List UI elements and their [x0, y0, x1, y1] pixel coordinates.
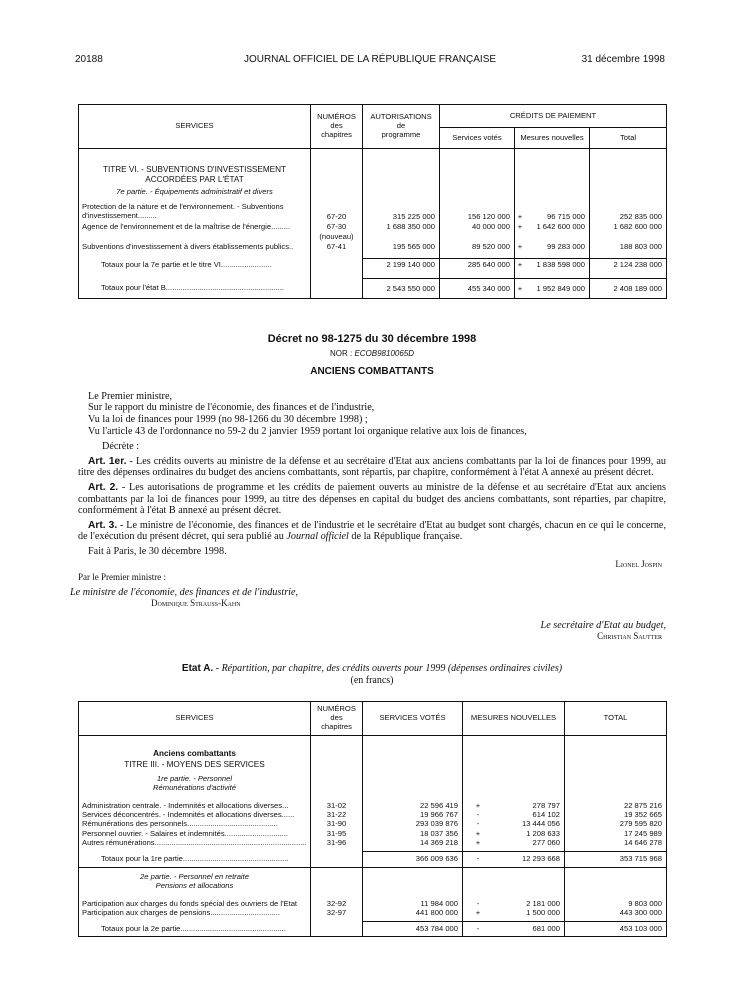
intro-line: Vu l'article 43 de l'ordonnance no 59-2 du 2 janvier 1959 portant loi organique relative aux lois de finances, — [88, 425, 527, 437]
table-row: Administration centrale. - Indemnités et allocations diverses... 31-02 22 596 419 + 278 797 22 875 216 — [79, 801, 667, 810]
table-row: Protection de la nature et de l'environnement. - Subventions d'investissement......... 67-20 315 225 000 156 120 000 + 96 715 000 252 835 000 — [79, 202, 667, 223]
col-services: SERVICES — [79, 702, 311, 736]
etat-a-caption: Etat A. - Répartition, par chapitre, des crédits ouverts pour 1999 (dépenses ordinaires civiles) (en francs) — [181, 663, 563, 686]
total-row: Totaux pour la 1re partie.................................................. 366 009 636 - 12 293 668 353 715 968 — [79, 852, 667, 868]
intro-line: Sur le rapport du ministre de l'économie, des finances et de l'industrie, — [88, 402, 375, 414]
page-number: 20188 — [75, 54, 103, 65]
col-services-votes: SERVICES VOTÉS — [363, 702, 463, 736]
credits-table-b — [78, 104, 667, 299]
table-row: Agence de l'environnement et de la maîtrise de l'énergie......... 67-30 (nouveau) 1 688 350 000 40 000 000 + 1 642 600 000 1 682 600 000 — [79, 222, 667, 241]
col-numeros: NUMÉROS des chapitres — [311, 702, 363, 736]
secretary-title: Le secrétaire d'Etat au budget, — [540, 619, 666, 631]
col-total: TOTAL — [565, 702, 667, 736]
article-2: Art. 2. - Les autorisations de programme et les crédits de paiement ouverts au ministre de la défense et au secrétaire d'Etat aux anciens combattants par la loi de finances pour 1999, au titre des dépenses en capital du budget des anciens combattants, sont réparties, par chapitre, conformément à l'état B annexé au présent décret. — [78, 481, 666, 517]
table-row: Participation aux charges du fonds spécial des ouvriers de l'Etat 32-92 11 984 000 - 2 181 000 9 803 000 — [79, 899, 667, 908]
signer-premier-ministre: Lionel Jospin — [615, 558, 662, 569]
table-row: Participation aux charges de pensions................................. 32-97 441 800 000 + 1 500 000 443 300 000 — [79, 908, 667, 921]
decree-title: Décret no 98-1275 du 30 décembre 1998 — [267, 333, 477, 345]
table-row: Subventions d'investissement à divers établissements publics.. 67-41 195 565 000 89 520 000 + 99 283 000 188 803 000 — [79, 241, 667, 259]
titre-vi: TITRE VI. - SUBVENTIONS D'INVESTISSEMENT ACCORDÉES PAR L'ÉTAT — [79, 149, 311, 185]
secretary-name: Christian Sautter — [597, 631, 662, 642]
decree-nor: NOR : ECOB9810065D — [329, 348, 415, 358]
col-credits: CRÉDITS DE PAIEMENT — [440, 105, 667, 128]
journal-title: JOURNAL OFFICIEL DE LA RÉPUBLIQUE FRANÇAISE — [243, 54, 497, 65]
fait-a: Fait à Paris, le 30 décembre 1998. — [88, 545, 227, 557]
table-row: Autres rémunérations........................................................................ 31-96 14 369 218 + 277 060 14 646 278 — [79, 838, 667, 851]
decree-section: ANCIENS COMBATTANTS — [310, 366, 434, 378]
minister-title: Le ministre de l'économie, des finances et de l'industrie, — [70, 586, 299, 598]
minister-name: Dominique Strauss-Kahn — [151, 598, 241, 609]
col-numeros: NUMÉROS des chapitres — [311, 105, 363, 149]
total-row: Totaux pour la 7e partie et le titre VI........................ 2 199 140 000 285 640 000 + 1 838 598 000 2 124 238 000 — [79, 259, 667, 279]
article-3: Art. 3. - Le ministre de l'économie, des finances et de l'industrie et le secrétaire d'Etat au budget sont chargés, chacun en ce qui le concerne, de l'exécution du présent décret, qui sera publié au Journal officiel de la République française. — [78, 519, 666, 543]
total-row: Totaux pour la 2e partie.................................................. 453 784 000 - 681 000 453 103 000 — [79, 922, 667, 937]
intro-line: Le Premier ministre, — [88, 390, 173, 402]
col-mesures: Mesures nouvelles — [515, 128, 590, 149]
col-mesures: MESURES NOUVELLES — [463, 702, 565, 736]
section-title: Anciens combattants — [79, 736, 311, 759]
par-premier-ministre: Par le Premier ministre : — [78, 572, 166, 583]
decrete: Décrète : — [102, 441, 140, 453]
credits-table-a — [78, 701, 667, 937]
partie-2-sub: Pensions et allocations — [79, 881, 311, 898]
partie-1-sub: Rémunérations d'activité — [79, 783, 311, 800]
col-total: Total — [590, 128, 667, 149]
titre-iii: TITRE III. - MOYENS DES SERVICES — [79, 758, 311, 773]
decree — [70, 333, 666, 643]
intro-line: Vu la loi de finances pour 1999 (no 98-1266 du 30 décembre 1998) ; — [88, 413, 368, 425]
partie-7: 7e partie. - Équipements administratif et divers — [79, 184, 311, 202]
col-services-votes: Services votés — [440, 128, 515, 149]
table-row: Personnel ouvrier. - Salaires et indemnités.............................. 31-95 18 037 356 + 1 208 633 17 245 989 — [79, 829, 667, 838]
table-row: Rémunérations des personnels........................................... 31-90 293 039 876 - 13 444 056 279 595 820 — [79, 819, 667, 828]
partie-1: 1re partie. - Personnel — [79, 774, 311, 783]
col-services: SERVICES — [79, 105, 311, 149]
table-row: Services déconcentrés. - Indemnités et allocations diverses...... 31-22 19 966 767 - 614 102 19 352 665 — [79, 810, 667, 819]
issue-date: 31 décembre 1998 — [581, 54, 665, 65]
page-header — [75, 54, 665, 68]
col-autorisations: AUTORISATIONS de programme — [363, 105, 440, 149]
partie-2: 2e partie. - Personnel en retraite — [79, 868, 311, 882]
total-row: Totaux pour l'état B........................................................ 2 543 550 000 455 340 000 + 1 952 849 000 2 408 189 000 — [79, 278, 667, 298]
article-1: Art. 1er. - Les crédits ouverts au ministre de la défense et au secrétaire d'Etat aux anciens combattants par la loi de finances pour 1999, au titre des dépenses ordinaires du budget des anciens combattants, sont répartis, par chapitre, conformément à l'état A annexé au présent décret. — [78, 455, 666, 479]
